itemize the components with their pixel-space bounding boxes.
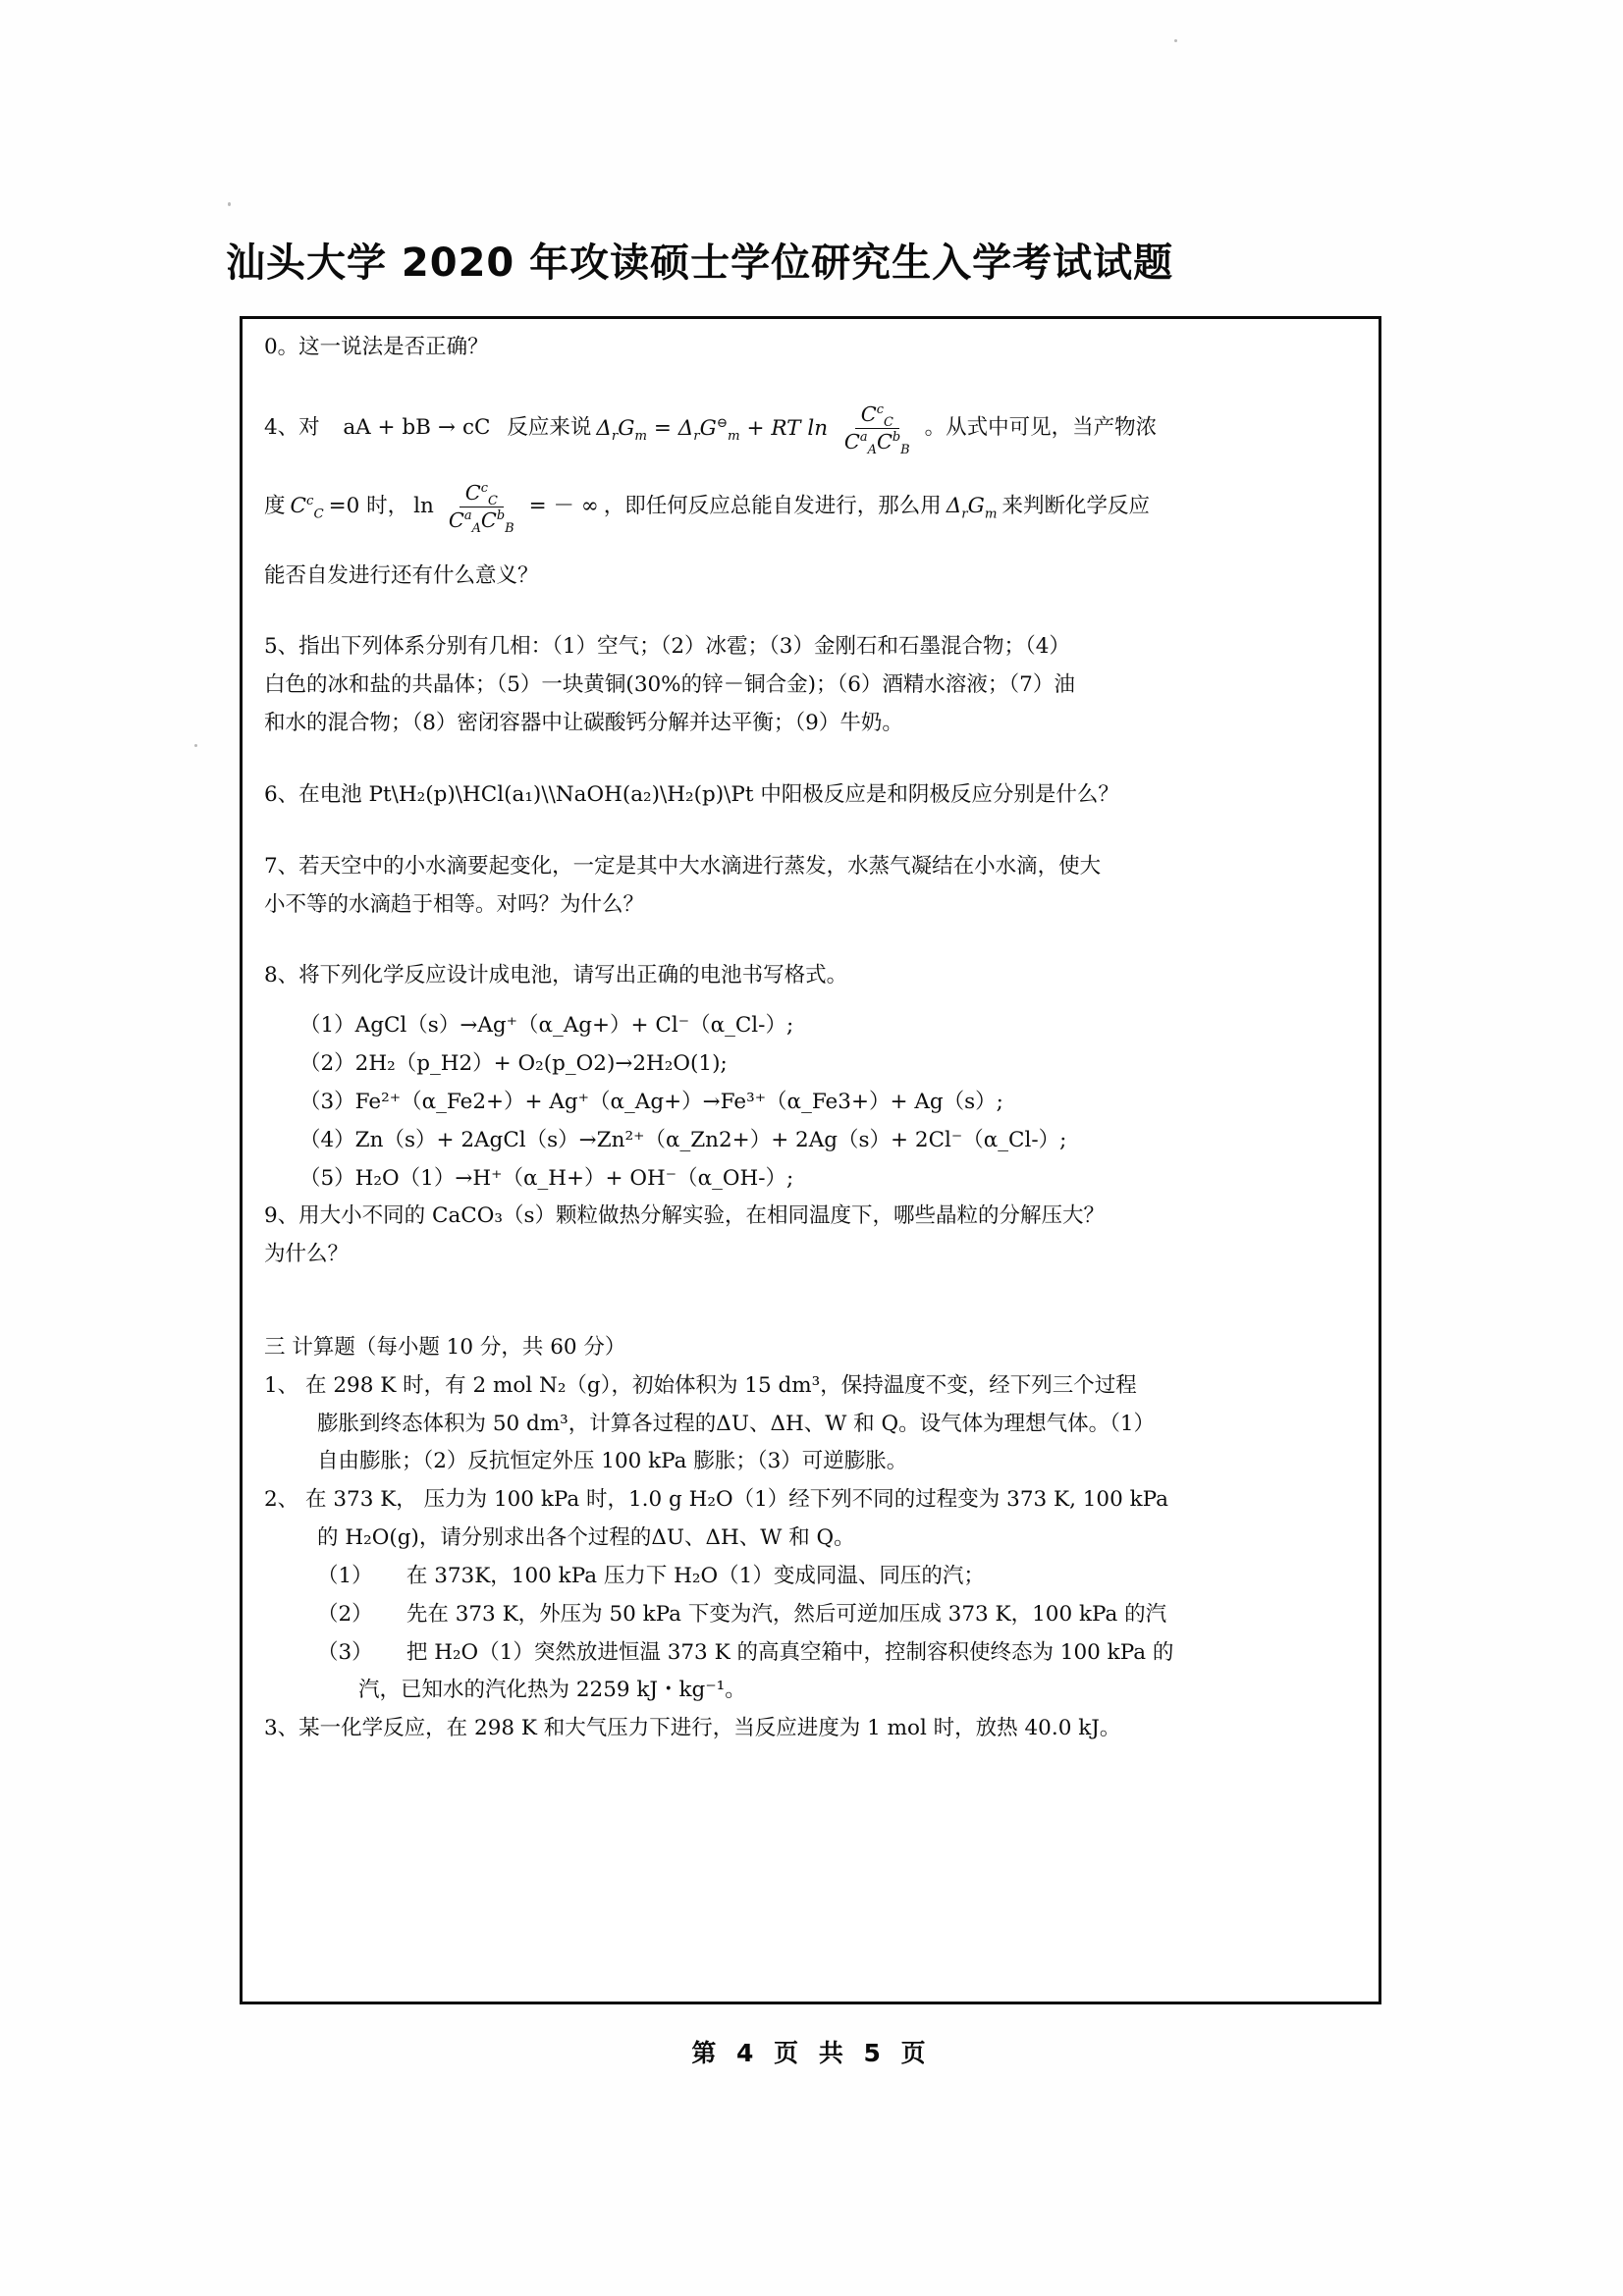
section3-q2-sub-3	[264, 1636, 1357, 1671]
exponent-c: c	[305, 494, 314, 509]
sub-item-number: （3）	[317, 1639, 373, 1665]
question-9-line1: 9、用大小不同的 CaCO₃（s）颗粒做热分解实验，在相同温度下，哪些晶粒的分解压大？	[264, 1203, 1106, 1229]
subscript-m: m	[728, 429, 740, 445]
subscript-r: r	[961, 507, 968, 522]
standard-state-symbol: ⊖	[716, 415, 729, 431]
question-7-line2: 小不等的水滴趋于相等。对吗？为什么？	[264, 891, 645, 917]
fraction-numerator	[460, 481, 504, 507]
sub-item-text: 把 H₂O（1）突然放进恒温 373 K 的高真空箱中，控制容积使终态为 100 kPa 的	[406, 1639, 1174, 1665]
question-4-line1	[264, 401, 1357, 458]
sub-item-number: （2）	[317, 1601, 373, 1627]
C-symbol: C	[860, 401, 877, 426]
plus-rt-ln: + RT ln	[746, 415, 829, 441]
question-6	[264, 778, 1357, 813]
question-5-line3: 和水的混合物；（8）密闭容器中让碳酸钙分解并达平衡；（9）牛奶。	[264, 711, 903, 736]
question-8-lead: 8、将下列化学反应设计成电池，请写出正确的电池书写格式。	[264, 963, 848, 988]
section3-q2-sub-2	[264, 1598, 1357, 1632]
delta-symbol: Δ	[596, 415, 612, 441]
exponent-b: b	[892, 430, 901, 446]
scan-speck	[1174, 39, 1177, 42]
gibbs-G: G	[967, 494, 985, 519]
carryover-question-line: 0。这一说法是否正确？	[264, 335, 489, 359]
gibbs-G: G	[618, 415, 635, 441]
q4-line2-tail: ，即任何反应总能自发进行，那么用	[603, 494, 942, 519]
subscript-C: C	[487, 493, 498, 508]
exponent-c: c	[480, 480, 488, 496]
subscript-m: m	[984, 507, 998, 522]
equals-sign: =	[653, 415, 672, 441]
subscript-C: C	[883, 415, 893, 430]
question-4-line3: 能否自发进行还有什么意义？	[264, 562, 539, 588]
q4-reactants: aA + bB	[343, 415, 431, 441]
q4-mid: 反应来说	[507, 415, 592, 441]
q6-tail: 中阳极反应是和阴极反应分别是什么？	[760, 781, 1119, 807]
subscript-B: B	[900, 443, 910, 458]
delta-rGm-term	[947, 490, 998, 524]
exam-content-box	[240, 316, 1381, 2004]
C-symbol: C	[480, 508, 497, 533]
C-symbol: C	[876, 430, 893, 454]
delta-symbol: Δ	[677, 415, 694, 441]
C-symbol: C	[448, 508, 464, 533]
question-4-line2	[264, 480, 1357, 537]
question-7-line1: 7、若天空中的小水滴要起变化，一定是其中大水滴进行蒸发，水蒸气凝结在小水滴，使大	[264, 853, 1102, 879]
sub-item-number: （1）	[317, 1563, 373, 1588]
equals-negative-infinity: = － ∞	[528, 494, 599, 519]
section3-q1-line3: 自由膨胀；（2）反抗恒定外压 100 kPa 膨胀；（3）可逆膨胀。	[317, 1449, 908, 1474]
scan-speck	[228, 202, 231, 206]
q4-line2-tail2: 来判断化学反应	[1001, 494, 1151, 519]
question-5-line2: 白色的冰和盐的共晶体；（5）一块黄铜(30%的锌－铜合金)；（6）酒精水溶液；（7）油	[264, 672, 1075, 698]
fraction-denominator	[443, 507, 520, 537]
q4-CC-term	[291, 490, 324, 524]
delta-symbol: Δ	[946, 494, 962, 519]
exponent-c: c	[876, 401, 884, 417]
exponent-a: a	[859, 430, 868, 446]
sub-item-text: 先在 373 K，外压为 50 kPa 下变为汽，然后可逆加压成 373 K，100 kPa 的汽	[406, 1601, 1167, 1627]
C-symbol: C	[843, 430, 860, 454]
scan-speck	[194, 744, 197, 747]
question-8-equation-4: （4）Zn（s）+ 2AgCl（s）→Zn²⁺（α_Zn2+）+ 2Ag（s）+ 2Cl⁻（α_Cl-）;	[299, 1127, 1067, 1152]
question-5-line1: 5、指出下列体系分别有几相：（1）空气；（2）冰雹；（3）金刚石和石墨混合物；（4）	[264, 634, 1070, 660]
C-symbol: C	[290, 494, 306, 519]
q6-lead: 6、在电池	[264, 781, 362, 807]
q4-arrow: →	[437, 415, 456, 441]
exponent-a: a	[463, 508, 472, 524]
concentration-quotient-fraction	[443, 480, 520, 537]
exponent-b: b	[496, 508, 506, 524]
section3-q2-line2: 的 H₂O(g)，请分别求出各个过程的ΔU、ΔH、W 和 Q。	[317, 1525, 855, 1551]
subscript-A: A	[471, 521, 481, 537]
section3-q2-line1: 2、 在 373 K， 压力为 100 kPa 时，1.0 g H₂O（1）经下列不同的过程变为 373 K, 100 kPa	[264, 1487, 1168, 1513]
question-8-equation-2: （2）2H₂（p_H2）+ O₂(p_O2)→2H₂O(1);	[299, 1051, 728, 1077]
subscript-m: m	[634, 429, 648, 445]
subscript-r: r	[693, 429, 700, 445]
q4-line2-lead: 度	[264, 494, 286, 519]
q4-tail1: 。从式中可见，当产物浓	[924, 415, 1158, 441]
section3-q2-sub-1	[264, 1560, 1357, 1594]
question-8-equation-1: （1）AgCl（s）→Ag⁺（α_Ag+）+ Cl⁻（α_Cl-）;	[299, 1013, 794, 1039]
section3-q3-line1: 3、某一化学反应，在 298 K 和大气压力下进行，当反应进度为 1 mol 时，放热 40.0 kJ。	[264, 1716, 1121, 1741]
subscript-r: r	[611, 429, 619, 445]
q4-product: cC	[461, 415, 491, 441]
question-8-equation-5: （5）H₂O（1）→H⁺（α_H+）+ OH⁻（α_OH-）;	[299, 1165, 794, 1191]
section3-q1-line2: 膨胀到终态体积为 50 dm³，计算各过程的ΔU、ΔH、W 和 Q。设气体为理想气体。（1）	[317, 1411, 1156, 1436]
section3-q2-sub-3-continuation: 汽，已知水的汽化热为 2259 kJ・kg⁻¹。	[358, 1678, 746, 1703]
ln-operator: ln	[413, 494, 434, 519]
fraction-denominator	[839, 429, 916, 458]
section3-q1-line1: 1、 在 298 K 时，有 2 mol N₂（g），初始体积为 15 dm³，保持温度不变，经下列三个过程	[264, 1372, 1137, 1398]
q4-lead: 4、对	[264, 415, 320, 441]
gibbs-G: G	[699, 415, 717, 441]
q6-cell-notation: Pt\H₂(p)\HCl(a₁)\\NaOH(a₂)\H₂(p)\Pt	[368, 781, 754, 807]
section-3-heading: 三 计算题（每小题 10 分，共 60 分）	[264, 1335, 626, 1360]
q4-equals-zero: =0 时，	[328, 494, 409, 519]
concentration-quotient-fraction	[839, 401, 916, 458]
subscript-B: B	[505, 521, 514, 537]
question-9-line2: 为什么？	[264, 1242, 350, 1267]
sub-item-text: 在 373K，100 kPa 压力下 H₂O（1）变成同温、同压的汽；	[406, 1563, 985, 1588]
q4-equation	[596, 401, 919, 458]
C-symbol: C	[464, 480, 481, 505]
subscript-A: A	[867, 443, 877, 458]
page-title: 汕头大学 2020 年攻读硕士学位研究生入学考试试题	[226, 240, 1174, 286]
fraction-numerator	[855, 402, 899, 429]
question-8-equation-3: （3）Fe²⁺（α_Fe2+）+ Ag⁺（α_Ag+）→Fe³⁺（α_Fe3+）+ Ag（s）;	[299, 1089, 1003, 1114]
subscript-C: C	[313, 507, 324, 522]
page-footer: 第 4 页 共 5 页	[691, 2039, 932, 2067]
